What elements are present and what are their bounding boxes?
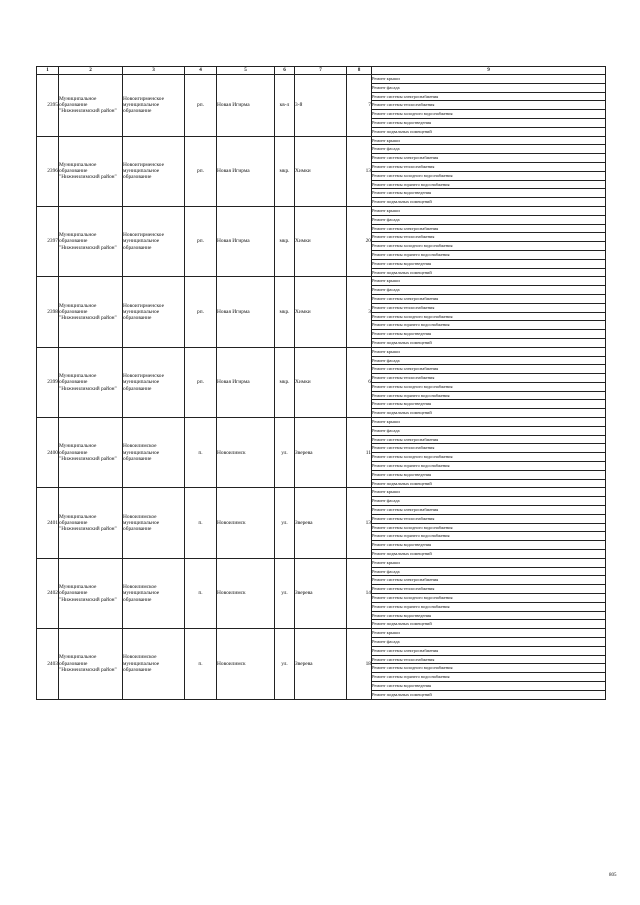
work-item: Ремонт подвальных помещений [372, 479, 606, 488]
work-item: Ремонт фасада [372, 426, 606, 435]
house-number: 13 [347, 488, 372, 558]
work-item: Ремонт системы теплоснабжения [372, 374, 606, 383]
work-item: Ремонт крыши [372, 347, 606, 356]
district-name: Муниципальное образование "Нижнеилимский район" [59, 206, 123, 276]
street-type: мкр. [275, 136, 295, 206]
table-row [37, 277, 606, 286]
district-name: Муниципальное образование "Нижнеилимский район" [59, 629, 123, 699]
work-item: Ремонт системы горячего водоснабжения [372, 673, 606, 682]
locality-name: Новая Игирма [217, 277, 275, 347]
settlement-name: Новоигирменское муниципальное образование [123, 277, 185, 347]
street-type: мкр. [275, 206, 295, 276]
work-item: Ремонт системы горячего водоснабжения [372, 532, 606, 541]
street-type: ул. [275, 418, 295, 488]
locality-type: рп. [185, 136, 217, 206]
work-item: Ремонт системы электроснабжения [372, 224, 606, 233]
street-type: кв-л [275, 75, 295, 137]
house-number: 6 [347, 347, 372, 417]
work-item: Ремонт системы водоотведения [372, 681, 606, 690]
work-item: Ремонт фасада [372, 356, 606, 365]
work-item: Ремонт подвальных помещений [372, 409, 606, 418]
locality-type: п. [185, 629, 217, 699]
work-item: Ремонт системы теплоснабжения [372, 444, 606, 453]
house-number: 13 [347, 136, 372, 206]
work-item: Ремонт системы теплоснабжения [372, 101, 606, 110]
work-item: Ремонт подвальных помещений [372, 550, 606, 559]
row-number: 2399 [37, 347, 59, 417]
locality-name: Новоилимск [217, 418, 275, 488]
house-number: 18 [347, 629, 372, 699]
work-item: Ремонт фасада [372, 497, 606, 506]
locality-name: Новая Игирма [217, 75, 275, 137]
table-row [37, 629, 606, 638]
row-number: 2402 [37, 558, 59, 628]
work-item: Ремонт системы холодного водоснабжения [372, 242, 606, 251]
street-name: Химки [295, 206, 347, 276]
work-item: Ремонт подвальных помещений [372, 690, 606, 699]
work-item: Ремонт подвальных помещений [372, 198, 606, 207]
street-type: ул. [275, 488, 295, 558]
street-type: мкр. [275, 277, 295, 347]
locality-type: рп. [185, 75, 217, 137]
work-item: Ремонт крыши [372, 629, 606, 638]
house-number: 7 [347, 75, 372, 137]
street-name: Зверева [295, 418, 347, 488]
district-name: Муниципальное образование "Нижнеилимский район" [59, 418, 123, 488]
work-item: Ремонт системы горячего водоснабжения [372, 391, 606, 400]
work-item: Ремонт системы теплоснабжения [372, 585, 606, 594]
work-item: Ремонт системы водоотведения [372, 470, 606, 479]
work-item: Ремонт системы водоотведения [372, 330, 606, 339]
locality-type: рп. [185, 347, 217, 417]
locality-type: п. [185, 558, 217, 628]
settlement-name: Новоигирменское муниципальное образование [123, 75, 185, 137]
table-row [37, 558, 606, 567]
work-item: Ремонт фасада [372, 286, 606, 295]
work-item: Ремонт системы водоотведения [372, 611, 606, 620]
row-number: 2403 [37, 629, 59, 699]
work-item: Ремонт системы электроснабжения [372, 92, 606, 101]
settlement-name: Новоигирменское муниципальное образование [123, 136, 185, 206]
work-item: Ремонт системы водоотведения [372, 189, 606, 198]
register-page [36, 66, 605, 700]
work-item: Ремонт фасада [372, 567, 606, 576]
work-item: Ремонт крыши [372, 277, 606, 286]
row-number: 2401 [37, 488, 59, 558]
header-col-7: 7 [295, 67, 347, 75]
work-item: Ремонт системы электроснабжения [372, 294, 606, 303]
street-type: мкр. [275, 347, 295, 417]
work-item: Ремонт системы горячего водоснабжения [372, 462, 606, 471]
page-number: 805 [609, 873, 617, 878]
locality-name: Новоилимск [217, 558, 275, 628]
work-item: Ремонт крыши [372, 418, 606, 427]
work-item: Ремонт крыши [372, 558, 606, 567]
locality-type: п. [185, 418, 217, 488]
settlement-name: Новоигирменское муниципальное образование [123, 347, 185, 417]
table-row [37, 418, 606, 427]
register-body [37, 75, 606, 700]
work-item: Ремонт подвальных помещений [372, 620, 606, 629]
work-item: Ремонт фасада [372, 638, 606, 647]
row-number: 2398 [37, 277, 59, 347]
locality-name: Новая Игирма [217, 206, 275, 276]
work-item: Ремонт системы водоотведения [372, 259, 606, 268]
row-number: 2400 [37, 418, 59, 488]
header-col-1: 1 [37, 67, 59, 75]
settlement-name: Новоилимское муниципальное образование [123, 558, 185, 628]
locality-name: Новоилимск [217, 629, 275, 699]
work-item: Ремонт системы теплоснабжения [372, 303, 606, 312]
house-number: 3 [347, 277, 372, 347]
locality-name: Новоилимск [217, 488, 275, 558]
district-name: Муниципальное образование "Нижнеилимский район" [59, 347, 123, 417]
work-item: Ремонт системы холодного водоснабжения [372, 382, 606, 391]
work-item: Ремонт системы холодного водоснабжения [372, 594, 606, 603]
street-name: Химки [295, 347, 347, 417]
locality-name: Новая Игирма [217, 347, 275, 417]
repair-register-table [36, 66, 606, 700]
work-item: Ремонт системы холодного водоснабжения [372, 664, 606, 673]
work-item: Ремонт подвальных помещений [372, 268, 606, 277]
settlement-name: Новоигирменское муниципальное образование [123, 206, 185, 276]
row-number: 2395 [37, 75, 59, 137]
row-number: 2397 [37, 206, 59, 276]
street-name: Химки [295, 277, 347, 347]
district-name: Муниципальное образование "Нижнеилимский район" [59, 136, 123, 206]
work-item: Ремонт системы электроснабжения [372, 154, 606, 163]
house-number: 20 [347, 206, 372, 276]
locality-name: Новая Игирма [217, 136, 275, 206]
work-item: Ремонт системы горячего водоснабжения [372, 250, 606, 259]
work-item: Ремонт системы холодного водоснабжения [372, 523, 606, 532]
district-name: Муниципальное образование "Нижнеилимский район" [59, 277, 123, 347]
work-item: Ремонт системы электроснабжения [372, 646, 606, 655]
work-item: Ремонт системы электроснабжения [372, 365, 606, 374]
street-name: Зверева [295, 488, 347, 558]
work-item: Ремонт фасада [372, 145, 606, 154]
header-col-3: 3 [123, 67, 185, 75]
header-col-6: 6 [275, 67, 295, 75]
table-row [37, 206, 606, 215]
settlement-name: Новоилимское муниципальное образование [123, 629, 185, 699]
work-item: Ремонт фасада [372, 83, 606, 92]
table-row [37, 136, 606, 145]
street-type: ул. [275, 558, 295, 628]
work-item: Ремонт крыши [372, 136, 606, 145]
work-item: Ремонт крыши [372, 488, 606, 497]
work-item: Ремонт системы электроснабжения [372, 506, 606, 515]
work-item: Ремонт системы теплоснабжения [372, 233, 606, 242]
settlement-name: Новоилимское муниципальное образование [123, 418, 185, 488]
street-name: Зверева [295, 629, 347, 699]
table-row [37, 75, 606, 84]
street-name: Зверева [295, 558, 347, 628]
work-item: Ремонт системы водоотведения [372, 400, 606, 409]
work-item: Ремонт крыши [372, 75, 606, 84]
work-item: Ремонт системы теплоснабжения [372, 162, 606, 171]
row-number: 2396 [37, 136, 59, 206]
street-name: 3-й [295, 75, 347, 137]
table-row [37, 347, 606, 356]
work-item: Ремонт подвальных помещений [372, 127, 606, 136]
header-col-4: 4 [185, 67, 217, 75]
house-number: 11 [347, 418, 372, 488]
district-name: Муниципальное образование "Нижнеилимский район" [59, 558, 123, 628]
header-col-5: 5 [217, 67, 275, 75]
work-item: Ремонт системы водоотведения [372, 541, 606, 550]
district-name: Муниципальное образование "Нижнеилимский район" [59, 488, 123, 558]
work-item: Ремонт подвальных помещений [372, 338, 606, 347]
locality-type: п. [185, 488, 217, 558]
work-item: Ремонт системы горячего водоснабжения [372, 180, 606, 189]
work-item: Ремонт системы холодного водоснабжения [372, 110, 606, 119]
header-col-8: 8 [347, 67, 372, 75]
street-name: Химки [295, 136, 347, 206]
work-item: Ремонт системы водоотведения [372, 118, 606, 127]
street-type: ул. [275, 629, 295, 699]
header-col-9: 9 [372, 67, 606, 75]
table-row [37, 488, 606, 497]
settlement-name: Новоилимское муниципальное образование [123, 488, 185, 558]
locality-type: рп. [185, 206, 217, 276]
work-item: Ремонт системы холодного водоснабжения [372, 171, 606, 180]
locality-type: рп. [185, 277, 217, 347]
house-number: 14 [347, 558, 372, 628]
district-name: Муниципальное образование "Нижнеилимский район" [59, 75, 123, 137]
work-item: Ремонт фасада [372, 215, 606, 224]
work-item: Ремонт системы теплоснабжения [372, 514, 606, 523]
work-item: Ремонт системы холодного водоснабжения [372, 312, 606, 321]
work-item: Ремонт крыши [372, 206, 606, 215]
header-row [37, 67, 606, 75]
work-item: Ремонт системы теплоснабжения [372, 655, 606, 664]
work-item: Ремонт системы горячего водоснабжения [372, 321, 606, 330]
work-item: Ремонт системы электроснабжения [372, 576, 606, 585]
work-item: Ремонт системы холодного водоснабжения [372, 453, 606, 462]
work-item: Ремонт системы горячего водоснабжения [372, 602, 606, 611]
header-col-2: 2 [59, 67, 123, 75]
work-item: Ремонт системы электроснабжения [372, 435, 606, 444]
